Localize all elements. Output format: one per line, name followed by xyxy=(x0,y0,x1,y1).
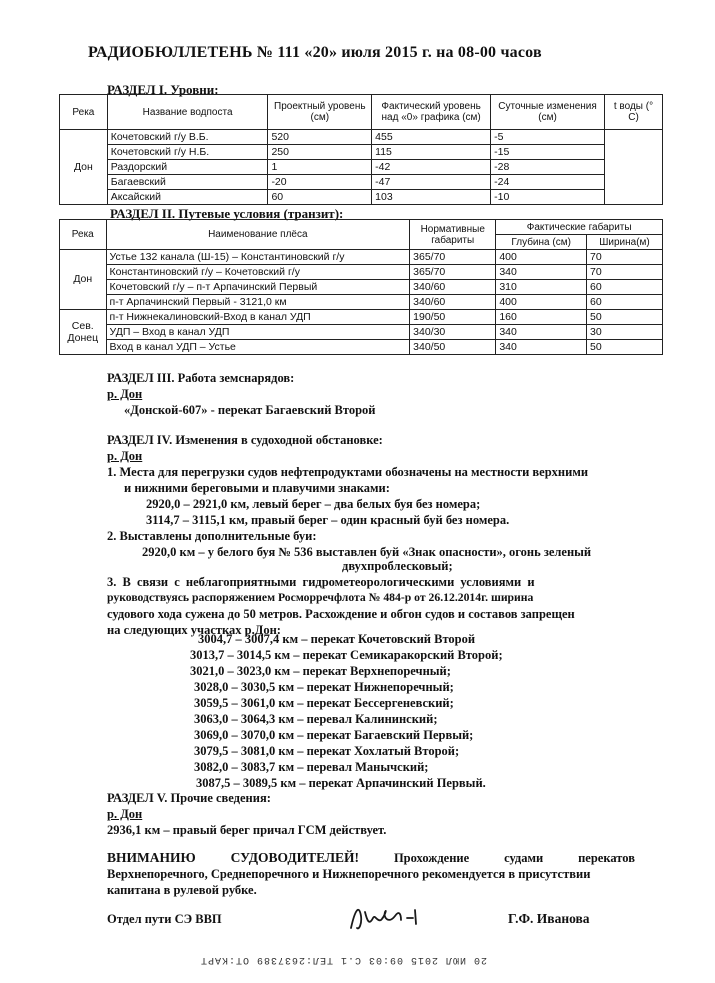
list-item: 3082,0 – 3083,7 км – перевал Манычский; xyxy=(194,760,429,774)
section-4-heading: РАЗДЕЛ IV. Изменения в судоходной обстановке: xyxy=(107,433,383,447)
width-cell: 50 xyxy=(586,310,662,325)
list-item: 3059,5 – 3061,0 км – перекат Бессергеневский; xyxy=(194,696,454,710)
signatory-name: Г.Ф. Иванова xyxy=(508,911,590,926)
section-4-p2-line1: 2. Выставлены дополнительные буи: xyxy=(107,529,317,543)
section-3-item: «Донской-607» - перекат Багаевский Второй xyxy=(124,403,376,417)
notice-word: СУДОВОДИТЕЛЕЙ! xyxy=(230,850,360,865)
name-cell: п-т Нижнекалиновский-Вход в канал УДП xyxy=(106,310,410,325)
depth-cell: 340 xyxy=(496,340,587,355)
table-row xyxy=(60,265,663,280)
list-item: 3021,0 – 3023,0 км – перекат Верхнепоречный; xyxy=(190,664,451,678)
notice-line2: Верхнепоречного, Среднепоречного и Нижнепоречного рекомендуется в присутствии xyxy=(107,867,591,881)
river-cell: Дон xyxy=(60,130,108,205)
project-cell: -20 xyxy=(268,175,372,190)
name-cell: УДП – Вход в канал УДП xyxy=(106,325,410,340)
table-row xyxy=(60,175,663,190)
river-cell: Дон xyxy=(60,250,107,310)
department-label: Отдел пути СЭ ВВП xyxy=(107,912,222,926)
norm-cell: 190/50 xyxy=(410,310,496,325)
actual-cell: -42 xyxy=(372,160,491,175)
actual-cell: -47 xyxy=(372,175,491,190)
col-fact: Фактические габариты xyxy=(496,220,663,235)
table-row xyxy=(60,160,663,175)
section-2-heading: РАЗДЕЛ II. Путевые условия (транзит): xyxy=(110,206,344,221)
list-item: 3028,0 – 3030,5 км – перекат Нижнепоречный; xyxy=(194,680,454,694)
table-row xyxy=(60,145,663,160)
depth-cell: 340 xyxy=(496,265,587,280)
norm-cell: 340/60 xyxy=(410,295,496,310)
page-title: РАДИОБЮЛЛЕТЕНЬ № 111 «20» июля 2015 г. на 08-00 часов xyxy=(88,44,542,61)
depth-cell: 400 xyxy=(496,295,587,310)
notice-word: ВНИМАНИЮ xyxy=(107,850,196,865)
list-item: 3069,0 – 3070,0 км – перекат Багаевский Первый; xyxy=(194,728,474,742)
fax-footer: 20 ИЮЛ 2015 09:03 С.1 ТЕЛ:2637389 ОТ:КАРТ xyxy=(200,954,488,965)
section-4-p1-line2: и нижними береговыми и плавучими знаками: xyxy=(124,481,390,495)
col-width: Ширина(м) xyxy=(586,235,662,250)
project-cell: 60 xyxy=(268,190,372,205)
post-cell: Раздорский xyxy=(107,160,268,175)
name-cell: Константиновский г/у – Кочетовский г/у xyxy=(106,265,410,280)
norm-cell: 340/60 xyxy=(410,280,496,295)
change-cell: -5 xyxy=(491,130,605,145)
notice-line3: капитана в рулевой рубке. xyxy=(107,883,257,897)
section-4-p1-line1: 1. Места для перегрузки судов нефтепродуктами обозначены на местности верхними xyxy=(107,465,589,479)
project-cell: 520 xyxy=(268,130,372,145)
section-5-heading: РАЗДЕЛ V. Прочие сведения: xyxy=(107,791,271,805)
section-3-heading: РАЗДЕЛ III. Работа земснарядов: xyxy=(107,371,295,385)
section-4-river: р. Дон xyxy=(107,449,143,463)
col-post: Название водпоста xyxy=(107,95,268,130)
restricted-sections-list xyxy=(190,631,503,791)
table-row xyxy=(60,130,663,145)
width-cell: 50 xyxy=(586,340,662,355)
norm-cell: 365/70 xyxy=(410,250,496,265)
depth-cell: 310 xyxy=(496,280,587,295)
col-river: Река xyxy=(60,95,108,130)
norm-cell: 340/50 xyxy=(410,340,496,355)
signature-image xyxy=(345,898,435,938)
post-cell: Кочетовский г/у В.Б. xyxy=(107,130,268,145)
section-5-river: р. Дон xyxy=(107,807,143,821)
section-4-p3-line1: 3. В связи с неблагоприятными гидрометеорологическими условиями и xyxy=(107,575,535,589)
width-cell: 60 xyxy=(586,280,662,295)
section-4-p3-line4: на следующих участках р.Дон: xyxy=(107,623,281,637)
change-cell: -28 xyxy=(491,160,605,175)
project-cell: 1 xyxy=(268,160,372,175)
col-temp: t воды (° С) xyxy=(605,95,663,130)
norm-cell: 365/70 xyxy=(410,265,496,280)
name-cell: Вход в канал УДП – Устье xyxy=(106,340,410,355)
col-project: Проектный уровень (см) xyxy=(268,95,372,130)
change-cell: -10 xyxy=(491,190,605,205)
actual-cell: 103 xyxy=(372,190,491,205)
notice-word: судами xyxy=(504,851,544,865)
river-cell: Сев. Донец xyxy=(60,310,107,355)
width-cell: 70 xyxy=(586,265,662,280)
name-cell: п-т Арпачинский Первый - 3121,0 км xyxy=(106,295,410,310)
levels-table xyxy=(59,94,663,205)
section-4-p3-line2: руководствуясь распоряжением Росморречфлота № 484-р от 26.12.2014г. ширина xyxy=(107,591,534,604)
notice-word: Прохождение xyxy=(393,851,470,865)
list-item: 3087,5 – 3089,5 км – перекат Арпачинский Первый. xyxy=(196,776,486,790)
depth-cell: 160 xyxy=(496,310,587,325)
name-cell: Устье 132 канала (Ш-15) – Константиновский г/у xyxy=(106,250,410,265)
norm-cell: 340/30 xyxy=(410,325,496,340)
col-norm: Нормативные габариты xyxy=(410,220,496,250)
name-cell: Кочетовский г/у – п-т Арпачинский Первый xyxy=(106,280,410,295)
section-3-river: р. Дон xyxy=(107,387,143,401)
table-row xyxy=(60,295,663,310)
project-cell: 250 xyxy=(268,145,372,160)
post-cell: Аксайский xyxy=(107,190,268,205)
depth-cell: 400 xyxy=(496,250,587,265)
change-cell: -24 xyxy=(491,175,605,190)
col-change: Суточные изменения (см) xyxy=(491,95,605,130)
table-row xyxy=(60,310,663,325)
width-cell: 70 xyxy=(586,250,662,265)
width-cell: 30 xyxy=(586,325,662,340)
table-row xyxy=(60,325,663,340)
section-4-p3-line3: судового хода сужена до 50 метров. Расхождение и обгон судов и составов запрещен xyxy=(107,607,575,621)
table-row xyxy=(60,280,663,295)
section-4-p1-item1: 2920,0 – 2921,0 км, левый берег – два белых буя без номера; xyxy=(146,497,481,511)
width-cell: 60 xyxy=(586,295,662,310)
table-row xyxy=(60,190,663,205)
list-item: 3013,7 – 3014,5 км – перекат Семикаракорский Второй; xyxy=(190,648,503,662)
list-item: 3004,7 – 3007,4 км – перекат Кочетовский Второй xyxy=(198,632,476,646)
section-5-item: 2936,1 км – правый берег причал ГСМ действует. xyxy=(107,823,387,837)
col-name: Наименование плёса xyxy=(106,220,410,250)
actual-cell: 455 xyxy=(372,130,491,145)
depth-cell: 340 xyxy=(496,325,587,340)
notice-word: перекатов xyxy=(578,851,635,865)
list-item: 3079,5 – 3081,0 км – перекат Хохлатый Второй; xyxy=(194,744,460,758)
section-4-p1-item2: 3114,7 – 3115,1 км, правый берег – один красный буй без номера. xyxy=(146,513,510,527)
section-4-p2-item1: 2920,0 км – у белого буя № 536 выставлен буй «Знак опасности», огонь зеленый xyxy=(142,545,592,559)
list-item: 3063,0 – 3064,3 км – перевал Калининский; xyxy=(194,712,438,726)
change-cell: -15 xyxy=(491,145,605,160)
post-cell: Багаевский xyxy=(107,175,268,190)
post-cell: Кочетовский г/у Н.Б. xyxy=(107,145,268,160)
notice-line1 xyxy=(107,850,635,866)
section-4-p2-item1b: двухпроблесковый; xyxy=(342,559,453,573)
table-row xyxy=(60,250,663,265)
col-depth: Глубина (см) xyxy=(496,235,587,250)
actual-cell: 115 xyxy=(372,145,491,160)
transit-table xyxy=(59,219,663,355)
col-river: Река xyxy=(60,220,107,250)
col-actual: Фактический уровень над «0» графика (см) xyxy=(372,95,491,130)
section-1-heading: РАЗДЕЛ I. Уровни: xyxy=(107,82,219,97)
table-row xyxy=(60,340,663,355)
temp-cell xyxy=(605,130,663,205)
